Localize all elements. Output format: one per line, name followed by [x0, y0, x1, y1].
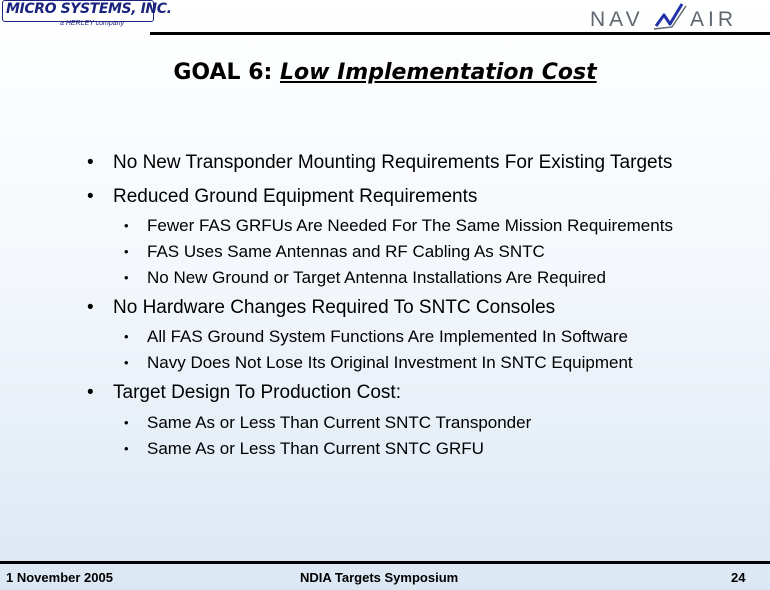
bullet-text: No Hardware Changes Required To SNTC Consoles: [113, 297, 556, 318]
slide-header: [0, 0, 770, 36]
page-number: 24: [731, 570, 746, 585]
sub-bullet-text: Navy Does Not Lose Its Original Investment In SNTC Equipment: [147, 353, 633, 372]
footer-date: 1 November 2005: [6, 570, 113, 585]
bullet-icon: •: [87, 152, 94, 173]
sub-bullet-icon: •: [124, 415, 129, 430]
svg-text:AIR: AIR: [690, 8, 738, 31]
navair-swoosh-icon: [654, 4, 686, 29]
micro-systems-logo: [2, 0, 172, 32]
slide-title: [0, 60, 770, 85]
herley-company-tagline: a HERLEY company: [60, 20, 125, 27]
sub-bullet-icon: •: [124, 270, 129, 285]
sub-bullet-icon: •: [124, 244, 129, 259]
sub-bullet-icon: •: [124, 218, 129, 233]
slide-title-subtitle: Low Implementation Cost: [279, 60, 597, 85]
navair-logo-graphic: [590, 2, 750, 32]
sub-bullet-icon: •: [124, 329, 129, 344]
bullet-text: No New Transponder Mounting Requirements For Existing Targets: [113, 152, 673, 173]
micro-systems-logo-text: MICRO SYSTEMS, INC.: [6, 1, 172, 17]
bullet-icon: •: [87, 382, 94, 403]
bullet-text: Target Design To Production Cost:: [113, 382, 401, 403]
sub-bullet-text: Fewer FAS GRFUs Are Needed For The Same Mission Requirements: [147, 216, 673, 235]
slide-title-prefix: GOAL 6:: [173, 60, 273, 85]
bullet-text: Reduced Ground Equipment Requirements: [113, 186, 478, 207]
sub-bullet-text: All FAS Ground System Functions Are Implemented In Software: [147, 327, 628, 346]
sub-bullet-text: FAS Uses Same Antennas and RF Cabling As SNTC: [147, 242, 545, 261]
sub-bullet-text: No New Ground or Target Antenna Installations Are Required: [147, 268, 606, 287]
sub-bullet-icon: •: [124, 355, 129, 370]
svg-text:NAV: NAV: [590, 8, 644, 31]
sub-bullet-text: Same As or Less Than Current SNTC Transponder: [147, 413, 532, 432]
sub-bullet-icon: •: [124, 441, 129, 456]
sub-bullet-text: Same As or Less Than Current SNTC GRFU: [147, 439, 484, 458]
navair-logo: [590, 2, 750, 32]
bullet-icon: •: [87, 297, 94, 318]
footer-event: NDIA Targets Symposium: [300, 570, 459, 585]
bullet-icon: •: [87, 186, 94, 207]
header-rule: [150, 32, 770, 35]
footer-rule: [0, 561, 770, 564]
